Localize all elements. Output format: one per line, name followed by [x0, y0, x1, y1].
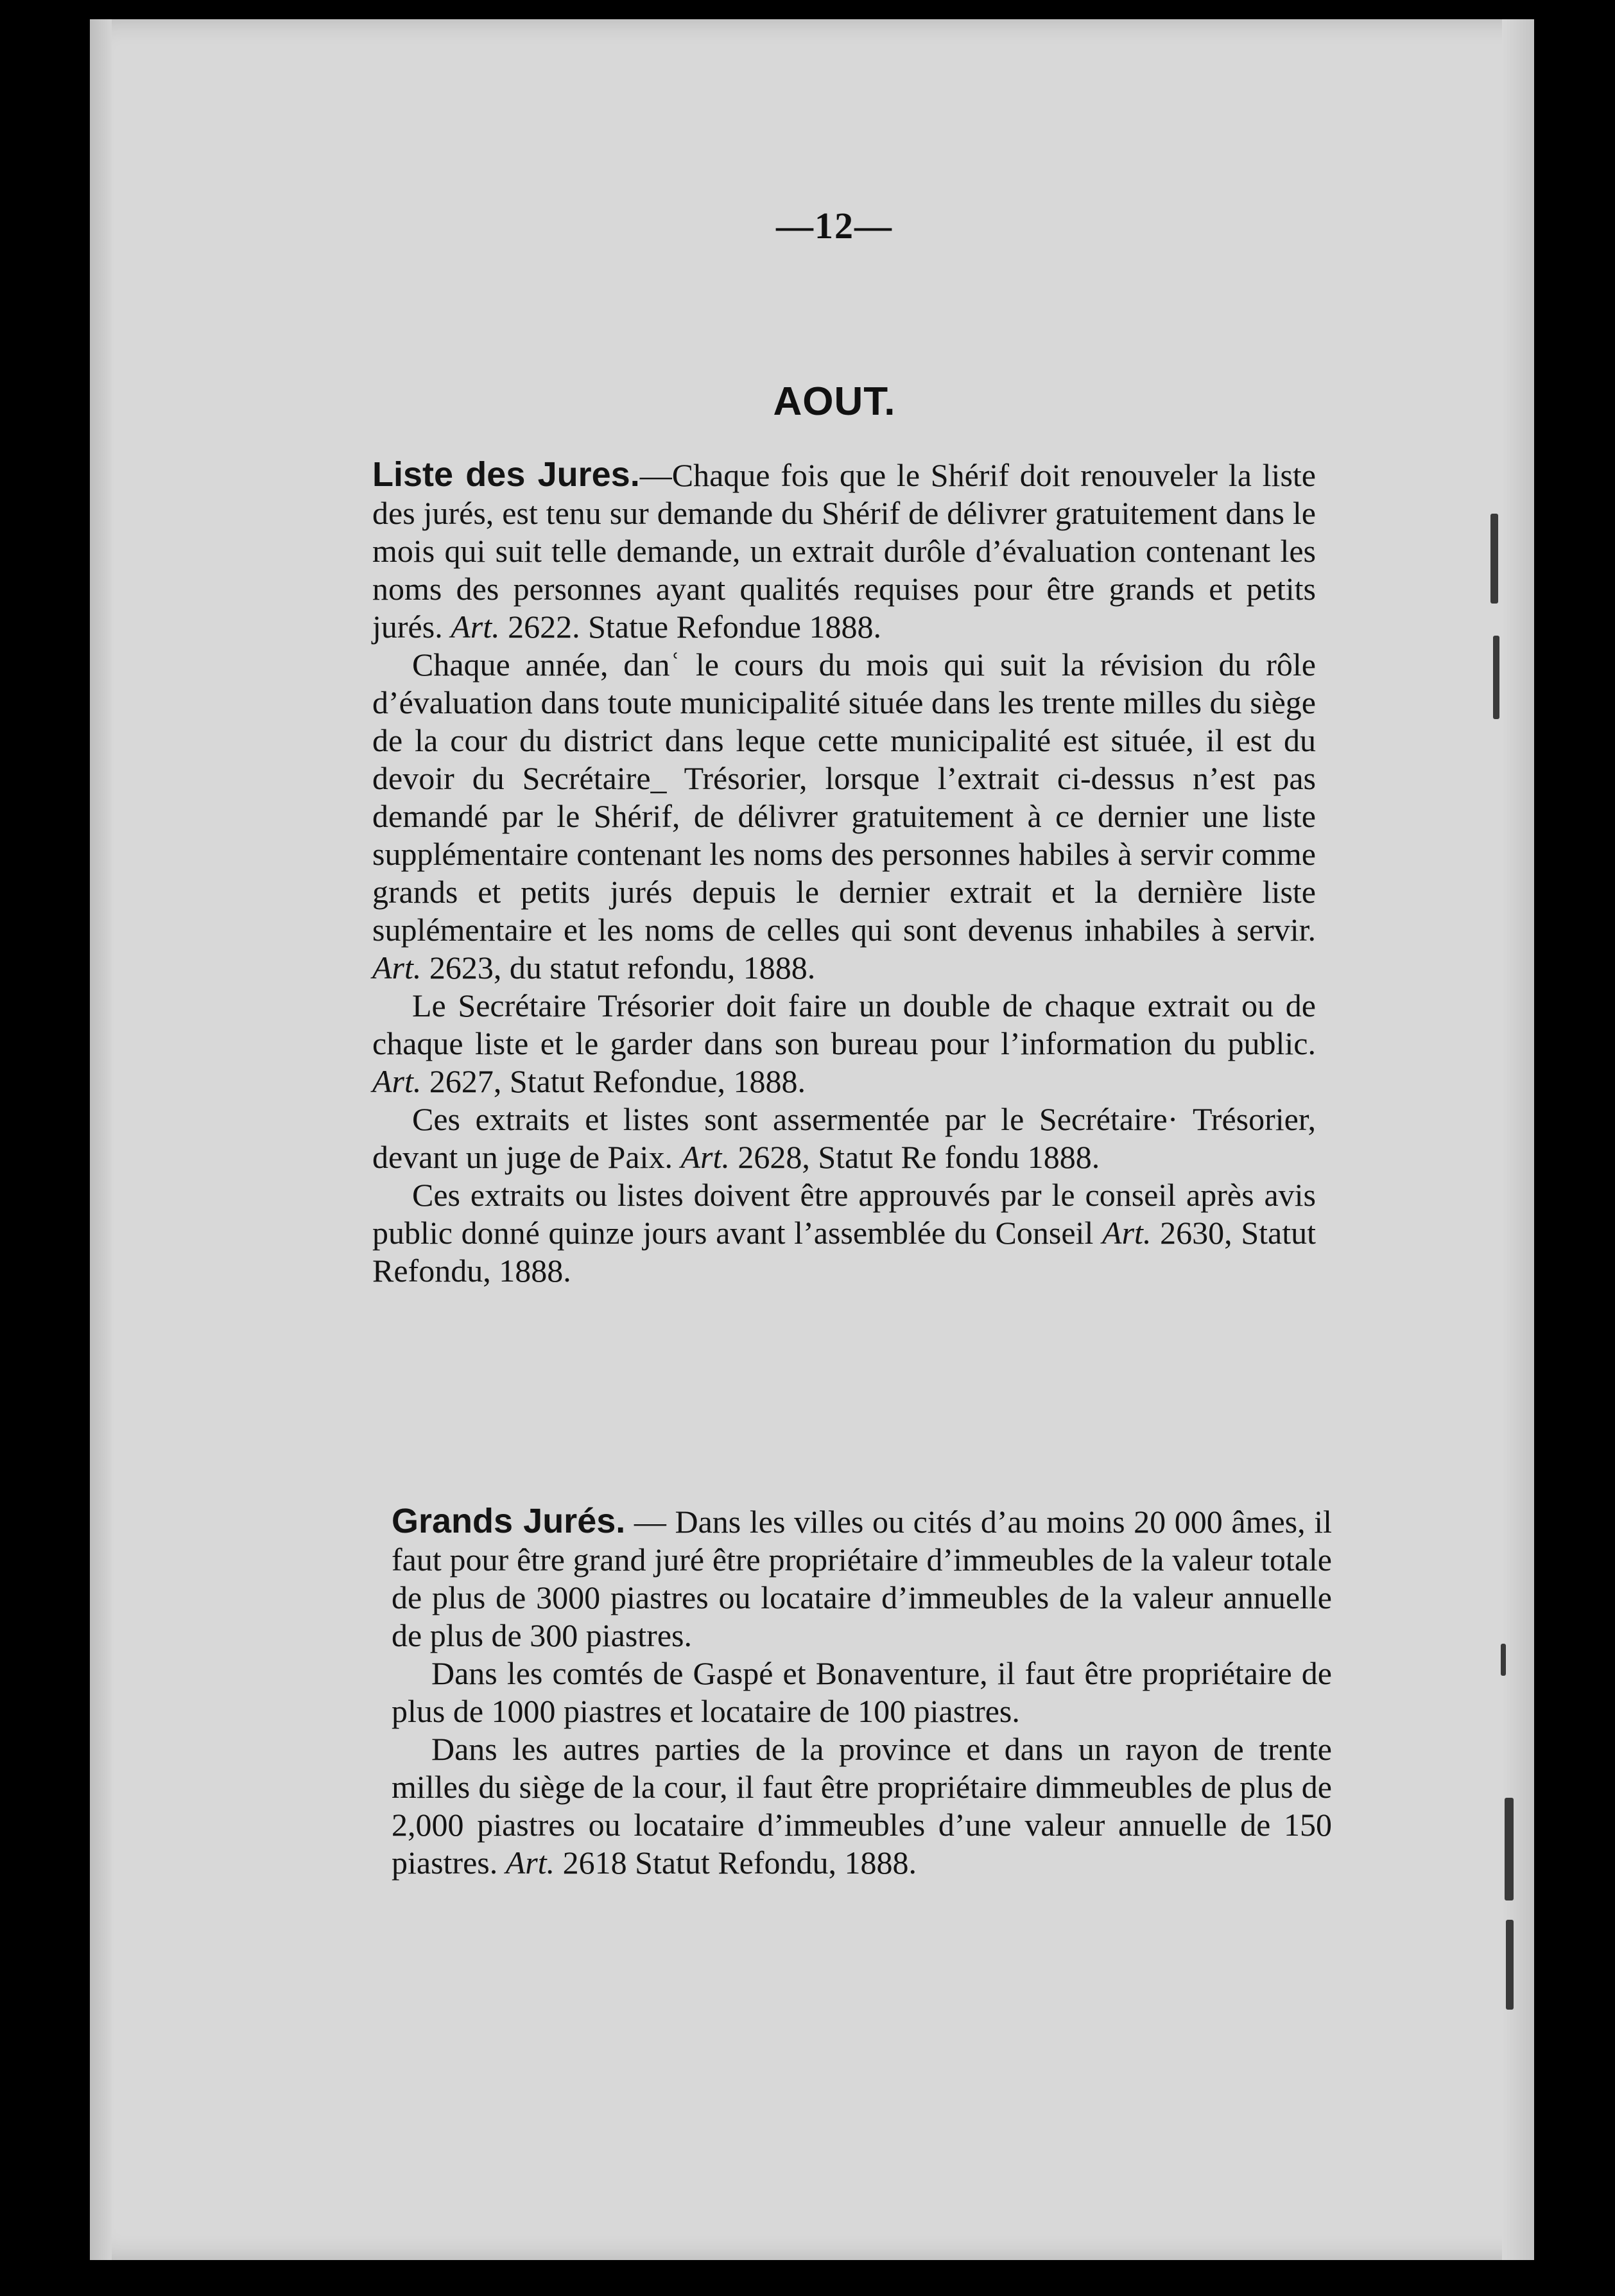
binding-mark: [1501, 1644, 1506, 1676]
article-label: Art.: [505, 1845, 555, 1881]
binding-mark: [1506, 1920, 1514, 2010]
paragraph-text: Chaque année, danʿ le cours du mois qui suit la révision du rôle d’évaluation dans toute municipalité située dans les trente milles du siège de la cour du district dans leque cette municipalité est située, il est du devoir du Secrétaire_ Trésorier, lorsque l’extrait ci-dessus n’est pas demandé par le Shérif, de délivrer gratuitement à ce dernier une liste supplémentaire contenant les noms des personnes habiles à servir comme grands et petits jurés depuis le dernier extrait et la dernière liste suplémentaire et les noms de celles qui sont devenus inhabiles à servir.: [372, 647, 1316, 948]
approval-paragraph: [372, 1176, 1316, 1290]
paragraph-text: Le Secrétaire Trésorier doit faire un double de chaque extrait ou de chaque liste et le garder dans son bureau pour l’information du public.: [372, 987, 1316, 1061]
article-reference: 2622. Statue Refondue 1888.: [508, 609, 881, 645]
page-left-edge: [90, 19, 112, 2260]
article-label: Art.: [372, 1063, 422, 1099]
other-parts-paragraph: [392, 1730, 1332, 1882]
jury-list-section: [372, 456, 1316, 1290]
binding-mark: [1505, 1798, 1514, 1900]
article-reference: 2618 Statut Refondu, 1888.: [562, 1845, 917, 1881]
jury-list-paragraph: [372, 456, 1316, 646]
paragraph-text: Dans les autres parties de la province et dans un rayon de trente milles du siège de la cour, il faut être propriétaire dimmeubles de plus de 2,000 piastres ou locataire d’immeubles d’une valeur annuelle de 150 piastres.: [392, 1731, 1332, 1881]
article-label: Art.: [680, 1139, 730, 1175]
paragraph-text: Dans les comtés de Gaspé et Bonaventure, il faut être propriétaire de plus de 1000 piastres et locataire de 100 piastres.: [392, 1655, 1332, 1729]
cities-paragraph: [392, 1502, 1332, 1655]
article-label: Art.: [372, 950, 422, 986]
article-reference: 2630, Statut Refondu, 1888.: [372, 1215, 1317, 1289]
sworn-paragraph: [372, 1100, 1316, 1176]
paragraph-text: — Dans les villes ou cités d’au moins 20 000 âmes, il faut pour être grand juré être propriétaire d’immeubles de la valeur totale de plus de 3000 piastres ou locataire d’immeubles de la valeur annuelle de plus de 300 piastres.: [392, 1504, 1333, 1653]
paragraph-text: Ces extraits et listes sont assermentée par le Secrétaire· Trésorier, devant un juge de Paix.: [372, 1101, 1316, 1175]
article-reference: 2623, du statut refondu, 1888.: [429, 950, 816, 986]
lead-term: Liste des Jures.: [372, 455, 640, 494]
binding-mark: [1493, 636, 1499, 719]
page-number: —12—: [776, 205, 893, 247]
paragraph-text: —Chaque fois que le Shérif doit renouveler la liste des jurés, est tenu sur demande du Shérif de délivrer gratuitement dans le mois qui suit telle demande, un extrait durôle d’évaluation contenant les noms des personnes ayant qualités requises pour être grands et petits jurés.: [372, 457, 1316, 645]
lead-term: Grands Jurés.: [392, 1502, 626, 1540]
paragraph-text: Ces extraits ou listes doivent être approuvés par le conseil après avis public donné quinze jours avant l’assemblée du Conseil: [372, 1177, 1316, 1251]
grand-jury-section: [392, 1502, 1332, 1882]
article-reference: 2627, Statut Refondue, 1888.: [429, 1063, 806, 1099]
article-label: Art.: [1102, 1215, 1152, 1251]
counties-paragraph: [392, 1655, 1332, 1730]
section-heading: AOUT.: [773, 379, 896, 424]
scan-border-top: [0, 0, 1615, 19]
binding-mark: [1490, 514, 1498, 604]
yearly-list-paragraph: [372, 646, 1316, 987]
article-reference: 2628, Statut Re fondu 1888.: [738, 1139, 1100, 1175]
article-label: Art.: [451, 609, 500, 645]
duplicate-paragraph: [372, 987, 1316, 1100]
